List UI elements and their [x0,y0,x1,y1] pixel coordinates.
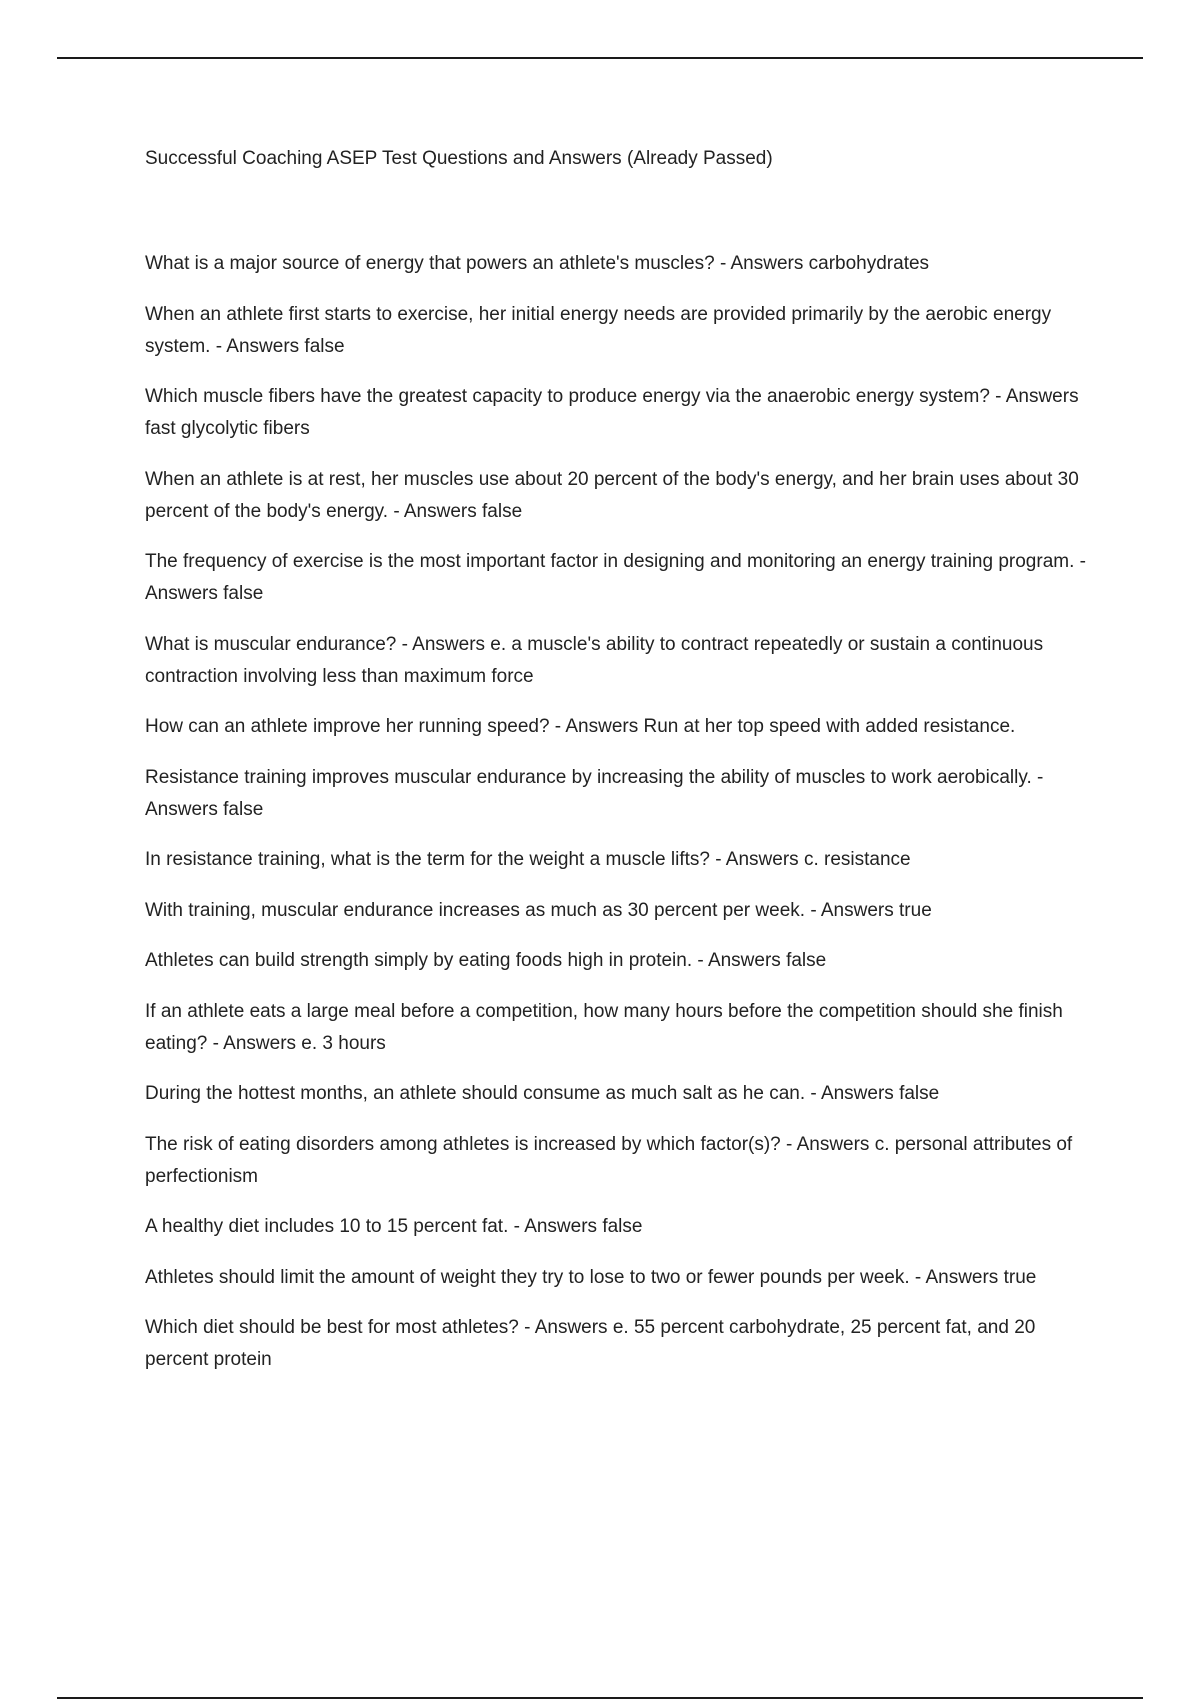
qa-item: Resistance training improves muscular endurance by increasing the ability of muscles to work aerobically. - Answers false [145,766,1044,820]
qa-item: If an athlete eats a large meal before a competition, how many hours before the competition should she finish eating? - Answers e. 3 hours [145,1000,1063,1054]
qa-list [145,248,1090,1395]
qa-item: Athletes can build strength simply by eating foods high in protein. - Answers false [145,950,827,971]
qa-item: When an athlete is at rest, her muscles use about 20 percent of the body's energy, and her brain uses about 30 percent of the body's energy. - Answers false [145,468,1079,522]
qa-item: A healthy diet includes 10 to 15 percent fat. - Answers false [145,1216,643,1237]
footer-rule [57,1697,1143,1699]
qa-item: During the hottest months, an athlete should consume as much salt as he can. - Answers false [145,1083,940,1104]
qa-item: What is muscular endurance? - Answers e. a muscle's ability to contract repeatedly or sustain a continuous contraction involving less than maximum force [145,633,1044,687]
qa-item: Athletes should limit the amount of weight they try to lose to two or fewer pounds per week. - Answers true [145,1266,1037,1288]
qa-item: The frequency of exercise is the most important factor in designing and monitoring an energy training program. - Answers false [145,551,1086,604]
qa-item: In resistance training, what is the term for the weight a muscle lifts? - Answers c. resistance [145,849,911,870]
qa-item: Which muscle fibers have the greatest capacity to produce energy via the anaerobic energy system? - Answers fast glycolytic fibers [145,386,1079,439]
qa-item: With training, muscular endurance increases as much as 30 percent per week. - Answers true [145,899,932,921]
qa-item: Which diet should be best for most athletes? - Answers e. 55 percent carbohydrate, 25 percent fat, and 20 percent protein [145,1317,1036,1370]
header-rule [57,57,1143,59]
qa-item: How can an athlete improve her running speed? - Answers Run at her top speed with added resistance. [145,716,1016,737]
document-title: Successful Coaching ASEP Test Questions and Answers (Already Passed) [145,148,773,169]
qa-item: What is a major source of energy that powers an athlete's muscles? - Answers carbohydrates [145,253,930,274]
qa-item: When an athlete first starts to exercise, her initial energy needs are provided primarily by the aerobic energy system. - Answers false [145,303,1052,357]
qa-item: The risk of eating disorders among athletes is increased by which factor(s)? - Answers c. personal attributes of perfectionism [145,1133,1073,1187]
